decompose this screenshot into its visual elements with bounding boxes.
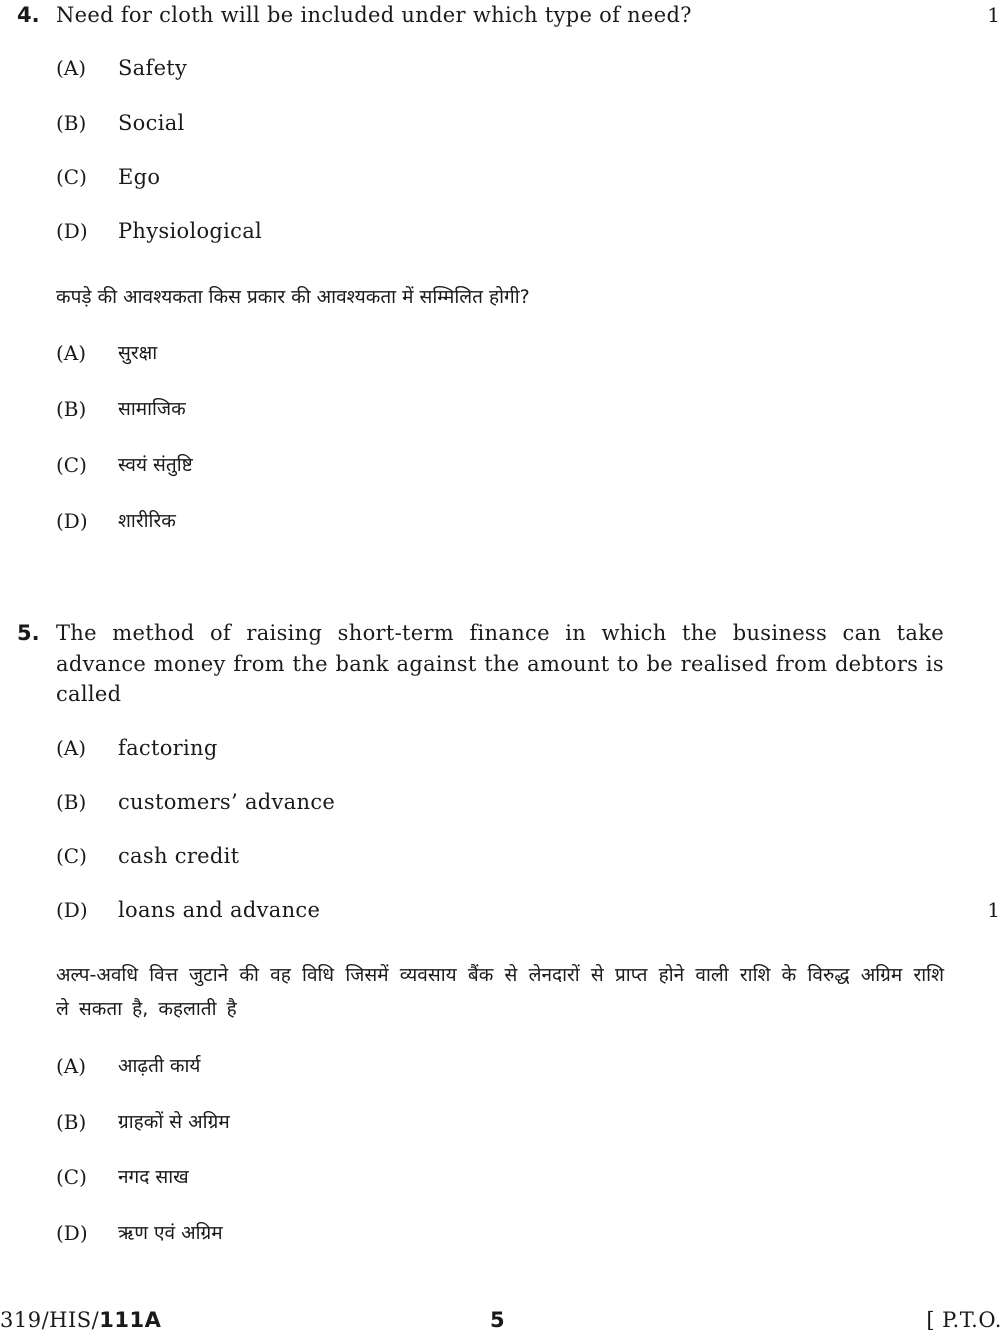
question-text-english: Need for cloth will be included under which type of need? bbox=[56, 3, 692, 27]
option-letter: (C) bbox=[56, 844, 87, 868]
option-text: Social bbox=[118, 111, 185, 135]
option-text: Safety bbox=[118, 56, 188, 80]
option-letter: (C) bbox=[56, 165, 87, 189]
option-text: ग्राहकों से अग्रिम bbox=[118, 1111, 230, 1133]
option-letter: (B) bbox=[56, 397, 87, 421]
option-letter: (D) bbox=[56, 898, 88, 922]
option-letter: (D) bbox=[56, 509, 88, 533]
option-text: शारीरिक bbox=[118, 510, 176, 532]
question-text-hindi: कपड़े की आवश्यकता किस प्रकार की आवश्यकता में सम्मिलित होगी? bbox=[56, 286, 530, 308]
option-letter: (D) bbox=[56, 219, 88, 243]
option-text: आढ़ती कार्य bbox=[118, 1055, 201, 1077]
option-letter: (A) bbox=[56, 341, 87, 365]
option-letter: (A) bbox=[56, 1054, 87, 1078]
option-letter: (C) bbox=[56, 1165, 87, 1189]
option-letter: (A) bbox=[56, 56, 87, 80]
question-marks: 1 bbox=[987, 3, 1000, 27]
option-text: Ego bbox=[118, 165, 161, 189]
option-text: सामाजिक bbox=[118, 398, 186, 420]
option-letter: (B) bbox=[56, 790, 87, 814]
option-letter: (D) bbox=[56, 1221, 88, 1245]
option-letter: (C) bbox=[56, 453, 87, 477]
page-number: 5 bbox=[490, 1308, 505, 1332]
option-letter: (B) bbox=[56, 111, 87, 135]
option-text: loans and advance bbox=[118, 898, 321, 922]
paper-code-prefix: 319/HIS/ bbox=[0, 1308, 100, 1332]
paper-code-bold: 111A bbox=[99, 1308, 162, 1332]
option-text: स्वयं संतुष्टि bbox=[118, 454, 193, 476]
option-text: सुरक्षा bbox=[118, 342, 158, 364]
please-turn-over: [ P.T.O. bbox=[926, 1308, 1002, 1332]
question-marks: 1 bbox=[987, 898, 1000, 922]
option-text: Physiological bbox=[118, 219, 263, 243]
option-text: factoring bbox=[118, 736, 218, 760]
option-text: नगद साख bbox=[118, 1166, 189, 1188]
question-number: 4. bbox=[17, 3, 40, 27]
paper-code bbox=[0, 1305, 161, 1335]
option-letter: (B) bbox=[56, 1110, 87, 1134]
option-text: customers’ advance bbox=[118, 790, 336, 814]
question-text-hindi: अल्प-अवधि वित्त जुटाने की वह विधि जिसमें व्यवसाय बैंक से लेनदारों से प्राप्त होने वाली राशि के विरुद्ध अग्रिम राशि ले सकता है, कहलाती है bbox=[56, 964, 944, 1020]
question-number: 5. bbox=[17, 621, 40, 645]
option-text: ऋण एवं अग्रिम bbox=[118, 1222, 223, 1244]
option-letter: (A) bbox=[56, 736, 87, 760]
option-text: cash credit bbox=[118, 844, 240, 868]
question-text-english: The method of raising short-term finance in which the business can take advance money from the bank against the amount to be realised from debtors is called bbox=[56, 621, 944, 706]
